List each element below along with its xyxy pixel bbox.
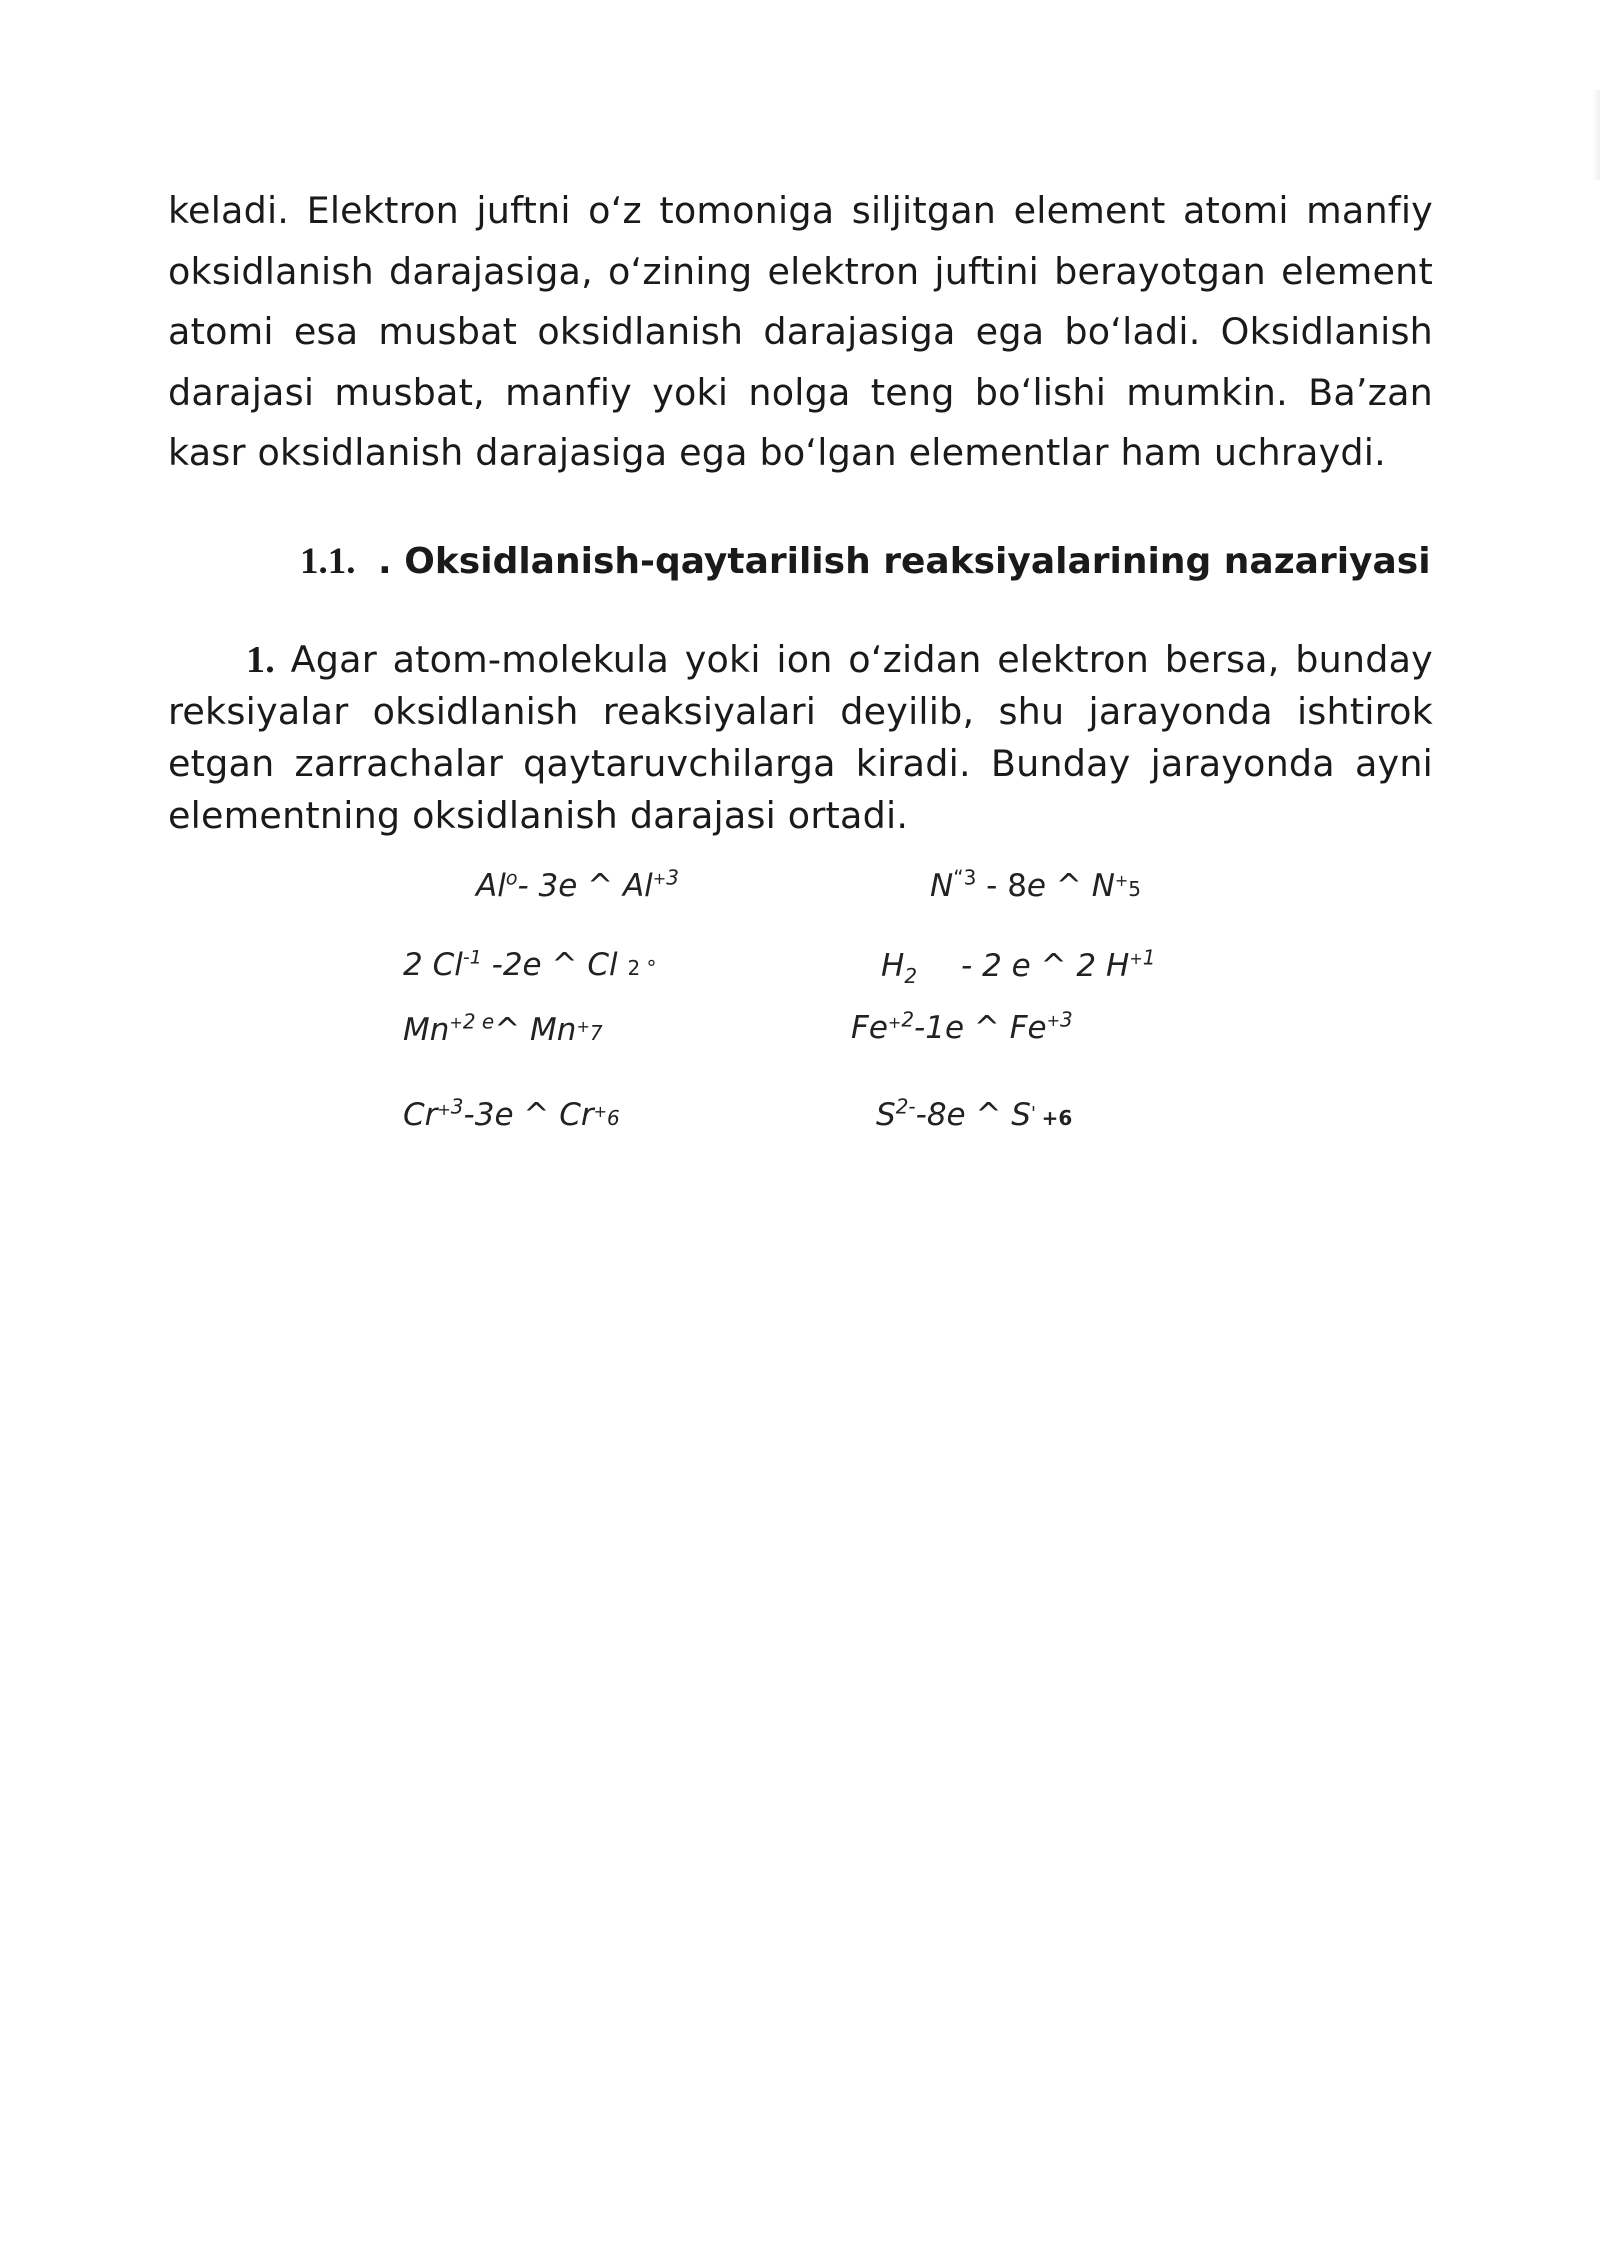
paragraph-text: Agar atom-molekula yoki ion o‘zidan elektron bersa, bunday reksiyalar oksidlanish reaksiyalari deyilib, shu jarayonda ishtirok etgan zarrachalar qaytaruvchilarga kiradi. Bunday jarayonda ayni elementning oksidlanish darajasi ortadi.	[168, 638, 1433, 837]
equation-nitrogen-visual: $N^{“3} - 8e$ ^ N+5	[930, 866, 1142, 905]
equation-chlorine	[403, 938, 657, 988]
equation-sulfur	[876, 1087, 1072, 1138]
equation-chromium-visual: $Cr^{+3}-3e$ ^ Cr+6	[403, 1095, 620, 1134]
equation-iron	[851, 1000, 1073, 1048]
equation-aluminium	[476, 858, 679, 906]
page-edge-shadow	[1592, 90, 1600, 180]
equation-chromium	[403, 1087, 620, 1138]
equation-chlorine-visual: 2 $Cl^{-1}$ -2e ^ Cl 2 °	[403, 947, 657, 984]
equation-manganese	[403, 1002, 603, 1053]
equation-sulfur-visual: $S^{2-}-8e$ ^ S' +6	[876, 1095, 1073, 1134]
equation-hydrogen-visual: $H_2 - 2$ e ^ 2 $H^{+1}$	[881, 946, 1156, 989]
equation-iron-visual: $Fe^{+2}-1e$ ^ $Fe^{+3}$	[851, 1008, 1073, 1047]
equation-nitrogen	[930, 858, 1141, 909]
section-title: . Oksidlanish-qaytarilish reaksiyalarining nazariyasi	[378, 541, 1431, 582]
section-heading	[300, 532, 1433, 592]
body-paragraph-oxidation-reactions	[168, 634, 1433, 842]
body-paragraph-oxidation-states: keladi. Elektron juftni o‘z tomoniga siljitgan element atomi manfiy oksidlanish darajasiga, o‘zining elektron juftini berayotgan element atomi esa musbat oksidlanish darajasiga ega bo‘ladi. Oksidlanish darajasi musbat, manfiy yoki nolga teng bo‘lishi mumkin. Ba’zan kasr oksidlanish darajasiga ega bo‘lgan elementlar ham uchraydi.	[168, 189, 1433, 474]
list-number: 1.	[246, 639, 275, 681]
equation-manganese-visual: $Mn^{+2 e}\^{}$ Mn+7	[403, 1010, 603, 1049]
equation-hydrogen	[881, 938, 1155, 997]
equation-aluminium-visual: Al$^o$- 3e ^ $Al^{+3}$	[476, 866, 679, 905]
section-number: 1.1.	[300, 541, 356, 582]
